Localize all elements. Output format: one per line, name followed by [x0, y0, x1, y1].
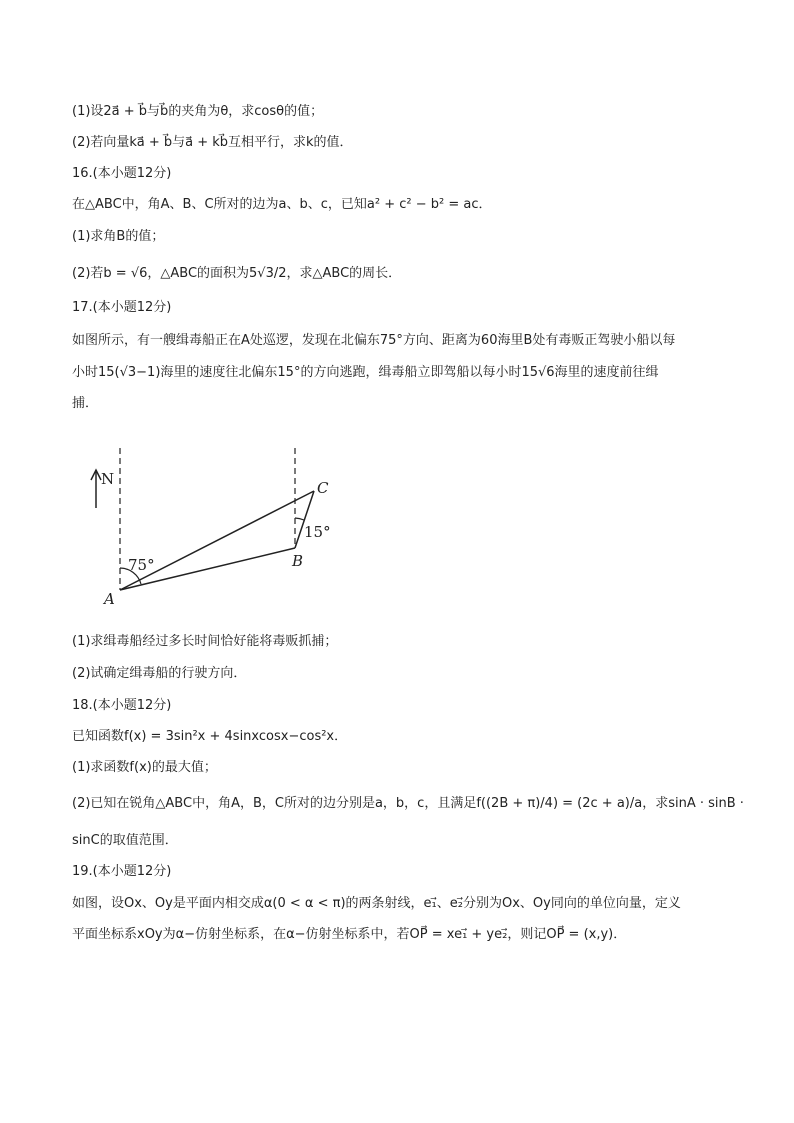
angle-arc-b — [295, 518, 304, 520]
problem-17-statement-line3: 捕． — [72, 396, 99, 411]
segment-ac — [120, 491, 314, 590]
problem-18-part1: (1)求函数f(x)的最大值； — [72, 760, 217, 775]
problem-15-part1: (1)设2a⃗ + b⃗与b⃗的夹角为θ，求cosθ的值； — [72, 104, 324, 119]
point-a-label: A — [104, 590, 115, 608]
problem-19-heading: 19.(本小题12分) — [72, 864, 172, 879]
diagram-svg — [72, 440, 342, 610]
problem-19-statement-line2: 平面坐标系xOy为α−仿射坐标系，在α−仿射坐标系中，若OP⃗ = xe₁⃗ + ye₂⃗，则记OP⃗ = (x,y)． — [72, 927, 627, 942]
point-b-label: B — [292, 552, 304, 570]
problem-17-statement-line1: 如图所示，有一艘缉毒船正在A处巡逻，发现在北偏东75°方向、距离为60海里B处有毒贩正驾驶小船以每 — [72, 333, 676, 348]
problem-17-part2: (2)试确定缉毒船的行驶方向． — [72, 666, 247, 681]
angle-a-label: 75° — [128, 556, 155, 574]
problem-18-part2-cont: sinC的取值范围． — [72, 833, 178, 848]
problem-16-part1: (1)求角B的值； — [72, 229, 165, 244]
problem-15-part2: (2)若向量ka⃗ + b⃗与a⃗ + kb⃗互相平行，求k的值． — [72, 135, 353, 150]
problem-19-statement-line1: 如图，设Ox、Oy是平面内相交成α(0 < α < π)的两条射线，e₁⃗、e₂⃗分别为Ox、Oy同向的单位向量，定义 — [72, 896, 681, 911]
problem-18-part2: (2)已知在锐角△ABC中，角A，B，C所对的边分别是a，b，c，且满足f((2B + π)/4) = (2c + a)/a，求sinA · sinB · — [72, 796, 744, 811]
ship-pursuit-diagram — [72, 440, 342, 614]
problem-18-statement: 已知函数f(x) = 3sin²x + 4sinxcosx−cos²x． — [72, 729, 348, 744]
problem-17-statement-line2: 小时15(√3−1)海里的速度往北偏东15°的方向逃跑，缉毒船立即驾船以每小时15√6海里的速度前往缉 — [72, 365, 659, 380]
problem-16-part2: (2)若b = √6，△ABC的面积为5√3/2，求△ABC的周长． — [72, 266, 402, 281]
problem-17-heading: 17.(本小题12分) — [72, 300, 172, 315]
problem-16-heading: 16.(本小题12分) — [72, 166, 172, 181]
angle-b-label: 15° — [304, 523, 331, 541]
problem-18-heading: 18.(本小题12分) — [72, 698, 172, 713]
problem-16-statement: 在△ABC中，角A、B、C所对的边为a、b、c，已知a² + c² − b² = ac． — [72, 197, 492, 212]
point-c-label: C — [317, 479, 329, 497]
problem-17-part1: (1)求缉毒船经过多长时间恰好能将毒贩抓捕； — [72, 634, 338, 649]
north-label: N — [101, 470, 115, 488]
